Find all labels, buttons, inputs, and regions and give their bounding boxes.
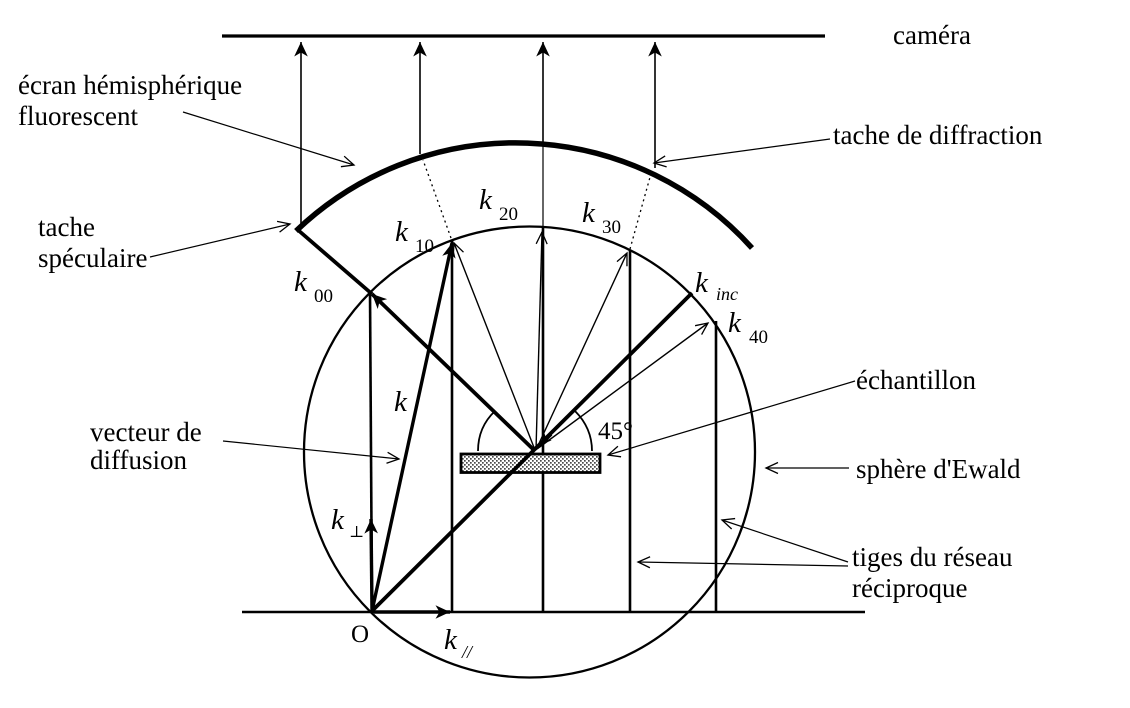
k40-label: [728, 307, 768, 348]
k30-base: k: [582, 197, 595, 229]
k40-base: k: [728, 307, 741, 339]
sample-label: échantillon: [856, 365, 976, 395]
kpar-label: [444, 624, 474, 662]
k10-sub: 10: [415, 236, 434, 257]
kinc-label: [695, 267, 738, 304]
k00-base: k: [294, 266, 307, 298]
k30-sub: 30: [602, 217, 621, 238]
specular-beam-inner: [372, 294, 535, 451]
camera-arrows: [301, 42, 655, 225]
k40-sub: 40: [749, 327, 768, 348]
k00-sub: 00: [314, 286, 333, 307]
origin-label: O: [351, 621, 370, 648]
rods-label-line2: réciproque: [852, 573, 968, 603]
screen-label-line2: fluorescent: [18, 101, 138, 131]
kpar-sub: //: [462, 642, 473, 662]
diffraction-spot-label: tache de diffraction: [833, 120, 1043, 150]
screen-label-arrow: [183, 112, 354, 165]
kperp-label: [331, 504, 364, 541]
k10-dotted-continuation: [423, 160, 451, 238]
rods-label-arrow-2: [638, 562, 848, 566]
specular-label-line1: tache: [38, 212, 95, 242]
rods-label-line1: tiges du réseau: [852, 542, 1013, 572]
kpar-base: k: [444, 624, 457, 656]
k30-label: [582, 197, 621, 238]
kinc-base: k: [695, 267, 708, 299]
specular-label-arrow: [150, 224, 290, 257]
k-scattering-vector: [372, 243, 452, 611]
k20-arrow: [536, 232, 542, 450]
sample-label-arrow: [608, 381, 855, 455]
angle-arc-right: [575, 411, 592, 451]
k20-sub: 20: [499, 204, 518, 225]
specular-label-line2: spéculaire: [38, 243, 148, 273]
camera-label: caméra: [893, 20, 971, 50]
k-vector-label: k: [394, 386, 407, 418]
k20-label: [479, 184, 518, 225]
screen-label-line1: écran hémisphérique: [18, 70, 243, 100]
reciprocal-rods: [370, 228, 716, 611]
scattering-label-arrow: [223, 441, 399, 459]
k10-base: k: [395, 216, 408, 248]
angle-45-label: 45°: [598, 418, 633, 445]
kperp-base: k: [331, 504, 344, 536]
k-perp-vector: [371, 519, 372, 611]
k10-arrow: [454, 243, 535, 450]
sample-rect: [461, 454, 600, 473]
k30-dotted-continuation: [630, 170, 652, 249]
diffraction-spot-label-arrow: [654, 139, 830, 163]
scattering-label-line2: diffusion: [90, 445, 188, 475]
k10-label: [395, 216, 434, 257]
rods-label-arrow-1: [722, 520, 848, 562]
k00-label: [294, 266, 333, 307]
angle-arc-left: [478, 411, 495, 451]
specular-beam-outer: [298, 230, 372, 294]
ewald-sphere-label: sphère d'Ewald: [856, 454, 1021, 484]
kperp-sub: ⊥: [349, 524, 365, 541]
k20-base: k: [479, 184, 492, 216]
kinc-sub: inc: [716, 284, 738, 304]
scattering-label-line1: vecteur de: [90, 417, 202, 447]
